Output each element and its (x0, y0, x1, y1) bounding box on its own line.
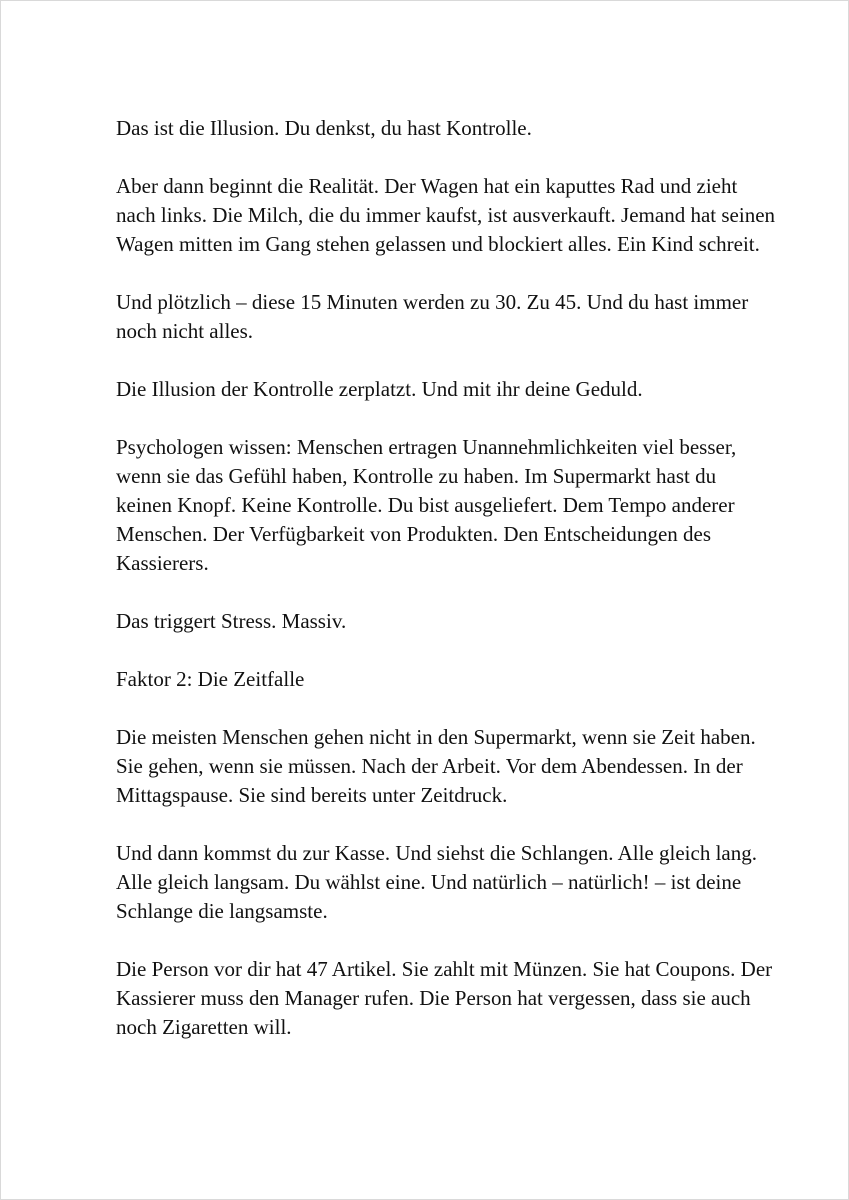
paragraph-stress: Das triggert Stress. Massiv. (116, 609, 347, 633)
paragraph-illusion: Das ist die Illusion. Du denkst, du hast Kontrolle. (116, 116, 532, 140)
document-body (116, 114, 776, 1042)
paragraph-checkout-queues: Und dann kommst du zur Kasse. Und siehst die Schlangen. Alle gleich lang. Alle gleich langsam. Du wählst eine. Und natürlich – natürlich! – ist deine Schlange die langsamste. (116, 841, 757, 923)
paragraph-reality: Aber dann beginnt die Realität. Der Wagen hat ein kaputtes Rad und zieht nach links. Die Milch, die du immer kaufst, ist ausverkauft. Jemand hat seinen Wagen mitten im Gang stehen gelassen und blockiert alles. Ein Kind schreit. (116, 174, 776, 256)
paragraph-person-ahead: Die Person vor dir hat 47 Artikel. Sie zahlt mit Münzen. Sie hat Coupons. Der Kassierer muss den Manager rufen. Die Person hat vergessen, dass sie auch noch Zigaretten will. (116, 957, 773, 1039)
section-heading-time-trap: Faktor 2: Die Zeitfalle (116, 667, 305, 691)
paragraph-minutes: Und plötzlich – diese 15 Minuten werden zu 30. Zu 45. Und du hast immer noch nicht alles. (116, 290, 749, 343)
paragraph-psychologists: Psychologen wissen: Menschen ertragen Unannehmlichkeiten viel besser, wenn sie das Gefühl haben, Kontrolle zu haben. Im Supermarkt hast du keinen Knopf. Keine Kontrolle. Du bist ausgeliefert. Dem Tempo anderer Menschen. Der Verfügbarkeit von Produkten. Den Entscheidungen des Kassierers. (116, 435, 737, 575)
paragraph-control-bursts: Die Illusion der Kontrolle zerplatzt. Und mit ihr deine Geduld. (116, 377, 643, 401)
paragraph-time-pressure: Die meisten Menschen gehen nicht in den Supermarkt, wenn sie Zeit haben. Sie gehen, wenn sie müssen. Nach der Arbeit. Vor dem Abendessen. In der Mittagspause. Sie sind bereits unter Zeitdruck. (116, 725, 756, 807)
